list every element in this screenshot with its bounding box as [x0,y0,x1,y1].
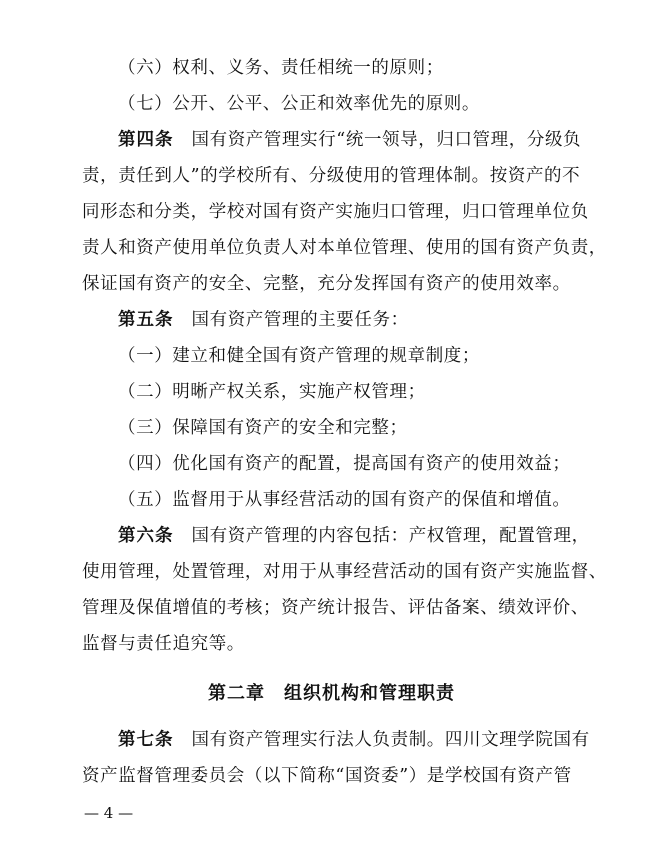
article-5-line-1 [118,308,638,332]
paragraph-text: 国有资产管理的主要任务： [191,310,409,330]
paragraph-text: 使用管理，处置管理，对用于从事经营活动的国有资产实施监督、 [82,562,607,582]
article-7-line-2 [82,764,602,788]
paragraph-text: 监督与责任追究等。 [82,634,245,654]
clause-6 [118,56,638,80]
clause-text: （四）优化国有资产的配置，提高国有资产的使用效益； [118,454,571,474]
page-number: — 4 — [84,804,134,822]
article-6-line-3 [82,596,602,620]
paragraph-text: 国有资产管理的内容包括：产权管理，配置管理， [191,526,590,546]
paragraph-text: 资产监督管理委员会（以下简称“国资委”）是学校国有资产管 [82,766,572,786]
chapter-title: 第二章 组织机构和管理职责 [208,683,455,704]
paragraph-text: 同形态和分类，学校对国有资产实施归口管理，归口管理单位负 [82,202,589,222]
article-6-line-4 [82,632,602,656]
clause-text: （五）监督用于从事经营活动的国有资产的保值和增值。 [118,490,571,510]
article-5-heading: 第五条 [118,310,174,330]
task-5 [118,488,638,512]
clause-text: （二）明晰产权关系，实施产权管理； [118,382,426,402]
article-7-line-1 [118,728,638,752]
clause-text: （六）权利、义务、责任相统一的原则； [118,58,444,78]
task-3 [118,416,638,440]
paragraph-text: 责，责任到人”的学校所有、分级使用的管理体制。按资产的不 [82,166,581,186]
article-4-line-3 [82,200,602,224]
clause-7 [118,92,638,116]
article-4-heading: 第四条 [118,130,174,150]
article-6-line-2 [82,560,607,584]
clause-text: （七）公开、公平、公正和效率优先的原则。 [118,94,480,114]
article-7-heading: 第七条 [118,730,174,750]
paragraph-text: 国有资产管理实行法人负责制。四川文理学院国有 [191,730,590,750]
paragraph-text: 责人和资产使用单位负责人对本单位管理、使用的国有资产负责， [82,238,607,258]
clause-text: （三）保障国有资产的安全和完整； [118,418,408,438]
paragraph-text: 管理及保值增值的考核；资产统计报告、评估备案、绩效评价、 [82,598,589,618]
article-6-line-1 [118,524,638,548]
task-4 [118,452,638,476]
article-4-line-5 [82,272,602,296]
clause-text: （一）建立和健全国有资产管理的规章制度； [118,346,480,366]
paragraph-text: 保证国有资产的安全、完整，充分发挥国有资产的使用效率。 [82,274,571,294]
paragraph-text: 国有资产管理实行“统一领导，归口管理，分级负 [191,130,582,150]
task-1 [118,344,638,368]
article-4-line-4 [82,236,607,260]
article-4-line-1 [118,128,638,152]
article-6-heading: 第六条 [118,526,174,546]
article-4-line-2 [82,164,602,188]
task-2 [118,380,638,404]
